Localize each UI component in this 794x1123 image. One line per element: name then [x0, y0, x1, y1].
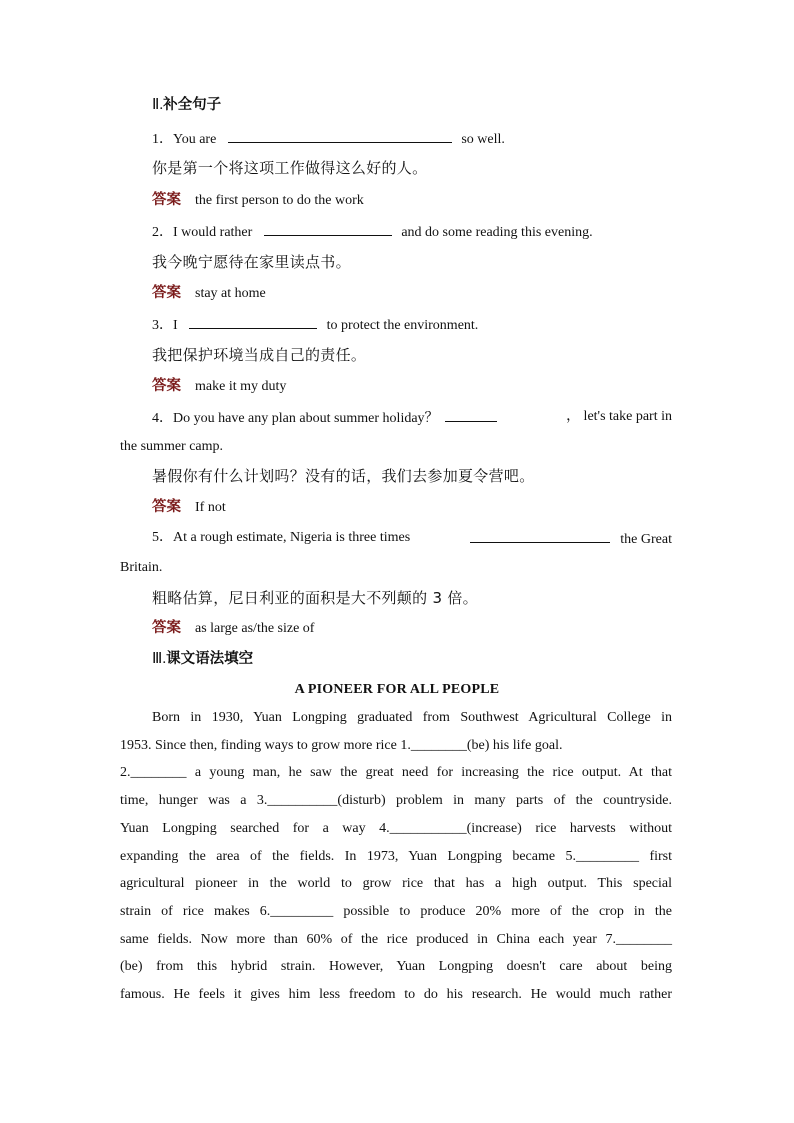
- item-4-chinese: 暑假你有什么计划吗？没有的话，我们去参加夏令营吧。: [152, 467, 535, 485]
- item-2-chinese: 我今晚宁愿待在家里读点书。: [152, 253, 351, 271]
- item-1-answer: [152, 191, 364, 210]
- passage-line: 1953. Since then, finding ways to grow more rice 1.________(be) his life goal.: [120, 737, 563, 753]
- item-3-prompt: [152, 315, 478, 335]
- item-2-prompt: [152, 222, 593, 242]
- item-5-blank[interactable]: [470, 529, 610, 543]
- item-3-pre: 3．I: [152, 318, 178, 333]
- answer-label: 答案: [152, 499, 181, 515]
- section-3-heading: [152, 650, 253, 668]
- item-2-answer: [152, 284, 266, 303]
- passage-line: agricultural pioneer in the world to grow rice that has a high output. This special: [120, 876, 672, 892]
- passage-line: 2.________ a young man, he saw the great need for increasing the rice output. At that: [120, 765, 672, 781]
- item-4-answer-text: If not: [195, 500, 226, 515]
- section-2-heading: [152, 96, 221, 114]
- item-5-chinese: 粗略估算，尼日利亚的面积是大不列颠的 3 倍。: [152, 589, 478, 607]
- passage: [120, 704, 672, 1009]
- item-5-answer: [152, 619, 314, 638]
- passage-line: same fields. Now more than 60% of the rice produced in China each year 7.________: [120, 931, 672, 947]
- section-3-roman: Ⅲ.: [152, 651, 167, 667]
- item-5-prompt: [152, 529, 672, 549]
- item-2-post: and do some reading this evening.: [401, 225, 593, 240]
- item-1-pre: 1．You are: [152, 132, 217, 147]
- item-4-post: ， let's take part in: [566, 409, 672, 424]
- section-2-title: 补全句子: [163, 97, 222, 113]
- section-2-roman: Ⅱ.: [152, 97, 164, 113]
- passage-title: A PIONEER FOR ALL PEOPLE: [294, 682, 500, 697]
- item-2-blank[interactable]: [264, 222, 392, 236]
- item-1-prompt: [152, 129, 505, 149]
- passage-line: Born in 1930, Yuan Longping graduated from Southwest Agricultural College in: [152, 710, 672, 725]
- answer-label: 答案: [152, 192, 181, 208]
- item-3-blank[interactable]: [189, 315, 317, 329]
- item-3-chinese: 我把保护环境当成自己的责任。: [152, 346, 367, 364]
- passage-line: Yuan Longping searched for a way 4.___________(increase) rice harvests without: [120, 820, 672, 836]
- item-5-answer-text: as large as/the size of: [195, 621, 315, 636]
- item-1-blank[interactable]: [228, 129, 452, 143]
- item-1-chinese: 你是第一个将这项工作做得这么好的人。: [152, 159, 428, 177]
- answer-label: 答案: [152, 285, 181, 301]
- passage-line: strain of rice makes 6._________ possible to produce 20% more of the crop in the: [120, 903, 672, 919]
- item-4-prompt: [152, 408, 672, 428]
- item-3-post: to protect the environment.: [326, 318, 479, 333]
- passage-line: (be) from this hybrid strain. However, Yuan Longping doesn't care about being: [120, 959, 672, 975]
- answer-label: 答案: [152, 620, 181, 636]
- item-3-answer-text: make it my duty: [195, 379, 287, 394]
- item-1-post: so well.: [461, 132, 505, 147]
- item-2-pre: 2．I would rather: [152, 225, 253, 240]
- item-4-answer: [152, 498, 226, 517]
- item-3-answer: [152, 377, 286, 396]
- passage-line: time, hunger was a 3.__________(disturb) problem in many parts of the countryside.: [120, 793, 672, 809]
- section-3-title: 课文语法填空: [166, 651, 254, 667]
- item-4-blank[interactable]: [445, 408, 497, 422]
- item-4-cont: the summer camp.: [120, 439, 224, 454]
- answer-label: 答案: [152, 378, 181, 394]
- passage-line: famous. He feels it gives him less freedom to do his research. He would much rather: [120, 987, 672, 1003]
- item-4-pre: 4．Do you have any plan about summer holiday？: [152, 411, 439, 426]
- item-5-post: the Great: [620, 532, 672, 547]
- item-5-pre: 5．At a rough estimate, Nigeria is three times: [152, 530, 411, 545]
- item-5-cont: Britain.: [120, 560, 163, 575]
- item-2-answer-text: stay at home: [195, 286, 266, 301]
- item-1-answer-text: the first person to do the work: [195, 193, 364, 208]
- passage-line: expanding the area of the fields. In 1973, Yuan Longping became 5._________ first: [120, 848, 672, 864]
